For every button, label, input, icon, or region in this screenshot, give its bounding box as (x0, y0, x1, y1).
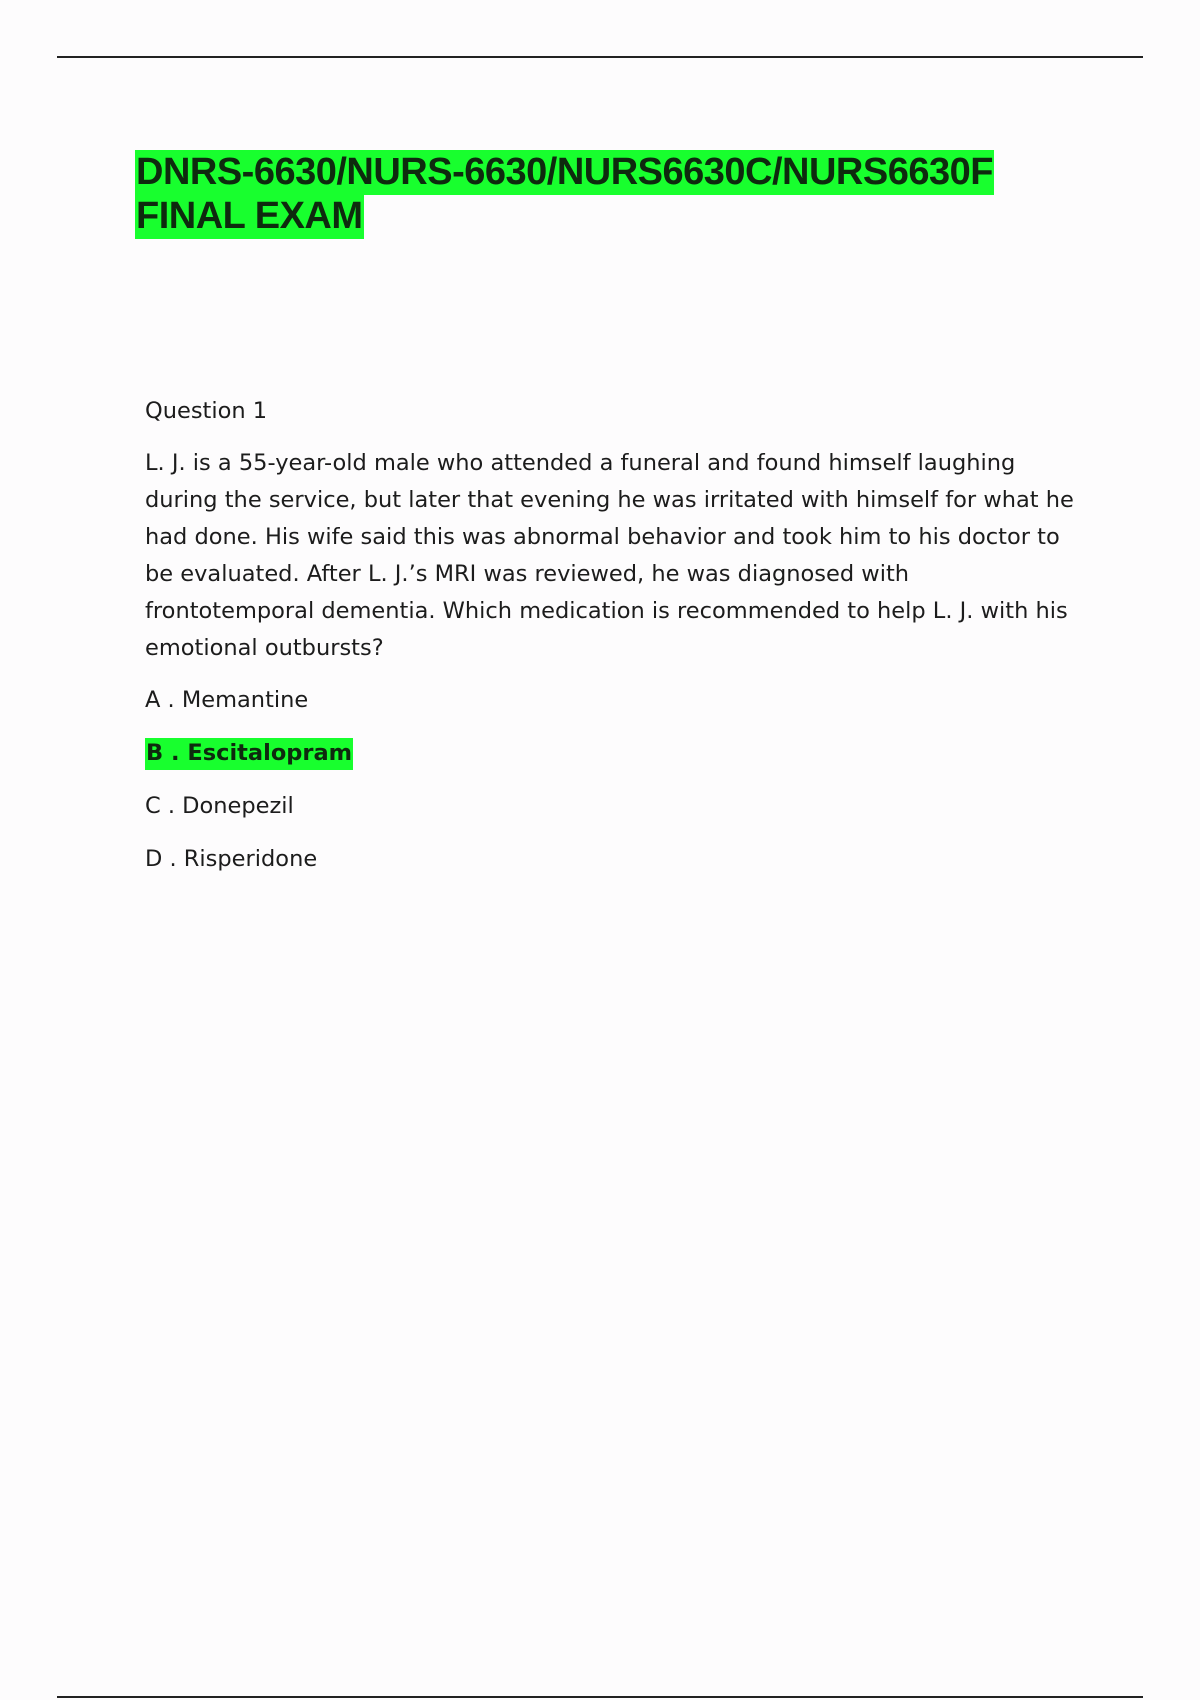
answer-option-b (145, 735, 1085, 772)
answer-option-label: B . Escitalopram (145, 738, 353, 770)
document-title (135, 150, 1095, 238)
question-label: Question 1 (145, 398, 268, 424)
answer-option-a (145, 682, 1085, 719)
answer-option-label: C . Donepezil (145, 793, 294, 819)
document-title-text: DNRS-6630/NURS-6630/NURS6630C/NURS6630F FINAL EXAM (136, 151, 993, 237)
answer-option-label: D . Risperidone (145, 846, 318, 872)
answer-option-c (145, 788, 1085, 825)
answer-option-label: A . Memantine (145, 687, 309, 713)
answer-options (145, 682, 1085, 878)
header-rule (57, 56, 1143, 58)
answer-option-d (145, 841, 1085, 878)
question-text: L. J. is a 55-year-old male who attended a funeral and found himself laughing during the service, but later that evening he was irritated with himself for what he had done. His wife said this was abnormal behavior and took him to his doctor to be evaluated. After L. J.’s MRI was reviewed, he was diagnosed with frontotemporal dementia. Which medication is recommended to help L. J. with his emotional outbursts? (145, 450, 1074, 661)
question-block (145, 393, 1085, 894)
footer-rule (57, 1696, 1143, 1698)
